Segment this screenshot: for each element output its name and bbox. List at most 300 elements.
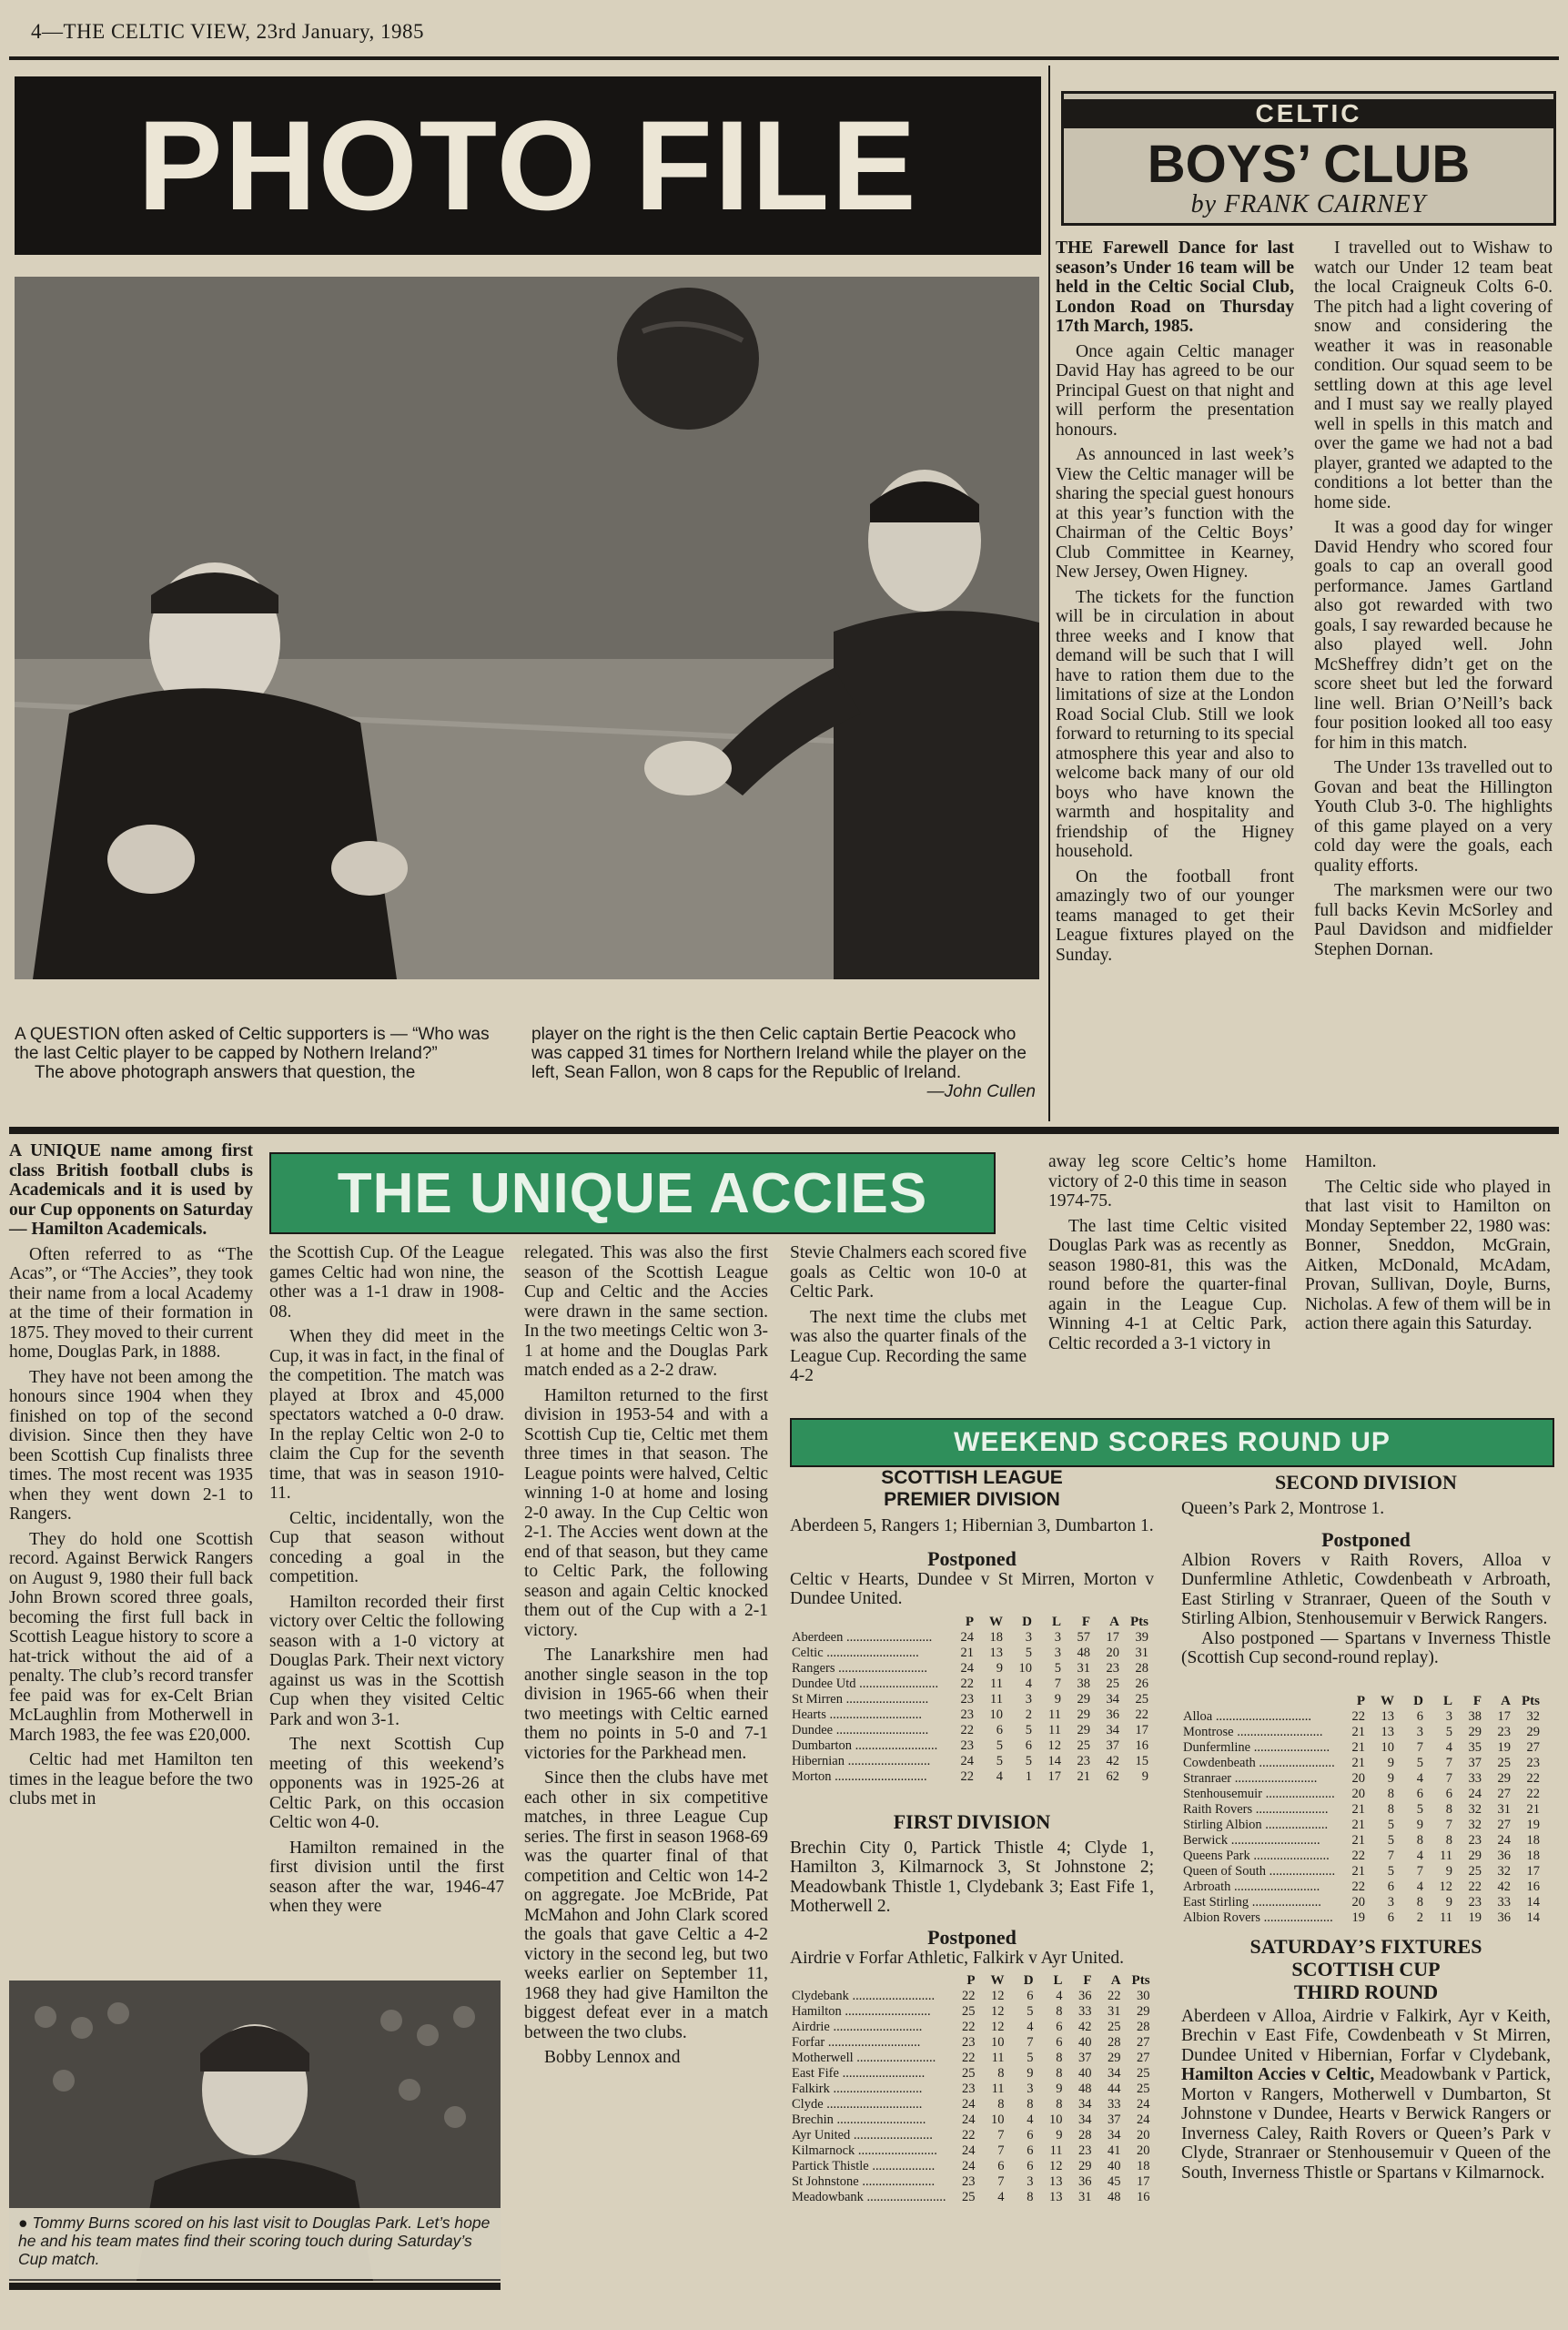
- stat-cell: 2: [1025, 1707, 1032, 1722]
- stat-cell: 22: [1526, 1770, 1540, 1786]
- team-name-cell: Hearts ............................: [792, 1707, 922, 1722]
- scores-title: WEEKEND SCORES ROUND UP: [790, 1418, 1554, 1467]
- stat-cell: 17: [1106, 1629, 1119, 1645]
- team-name-cell: Berwick ...........................: [1183, 1832, 1320, 1848]
- table-row: [790, 1630, 1150, 1646]
- table-row: [790, 1723, 1150, 1738]
- paragraph: The last time Celtic visited Douglas Park was as recently as season 1980-81, this was the round before the quarter-final again in the League Cup. Winning 4-1 at Celtic Park, Celtic recorded a 3-1 victory in: [1048, 1216, 1287, 1353]
- stat-cell: 9: [1056, 2082, 1063, 2096]
- stat-cell: 5: [1027, 2051, 1034, 2065]
- table-row: [1181, 1802, 1542, 1818]
- team-name-cell: Stirling Albion ...................: [1183, 1817, 1329, 1832]
- paragraph: Often referred to as “The Acas”, or “The Accies”, they took their name from a local Academy at the time of their formation in 1875. They moved to their current home, Douglas Park, in 1888.: [9, 1244, 253, 1362]
- table-row: [1181, 1864, 1542, 1879]
- stat-cell: 18: [1526, 1848, 1540, 1863]
- stat-cell: 40: [1078, 2066, 1092, 2081]
- stat-cell: 23: [962, 2174, 976, 2189]
- team-name-cell: Motherwell ........................: [792, 2051, 936, 2065]
- stat-cell: 1: [1025, 1768, 1032, 1784]
- stat-cell: 27: [1526, 1739, 1540, 1755]
- stat-cell: 21: [1351, 1817, 1365, 1832]
- paragraph: As announced in last week’s View the Celtic manager will be sharing the special guest honours at this year’s function with the Chairman of the Celtic Boys’ Club Committee in Kearney, New Jersey, Owen Higney.: [1056, 445, 1294, 582]
- stat-cell: 31: [1108, 2004, 1121, 2019]
- stat-cell: 19: [1468, 1910, 1482, 1925]
- stat-cell: 20: [1351, 1770, 1365, 1786]
- stat-cell: 62: [1106, 1768, 1119, 1784]
- table-row: [790, 1661, 1150, 1677]
- accies-column-4: [790, 1243, 1027, 1392]
- stat-cell: 7: [997, 2128, 1005, 2143]
- stat-cell: 24: [962, 2097, 976, 2112]
- stat-cell: 21: [1351, 1739, 1365, 1755]
- team-name-cell: Cowdenbeath .......................: [1183, 1755, 1335, 1770]
- boys-club-title: BOYS’ CLUB: [1147, 135, 1471, 194]
- stat-cell: 13: [989, 1645, 1003, 1660]
- stat-cell: 23: [1468, 1894, 1482, 1910]
- photo-caption-continued: player on the right is the then Celic captain Bertie Peacock who was capped 31 times for Northern Ireland while the player on the left, Sean Fallon, won 8 caps for the Republic of Ireland.: [531, 1025, 1027, 1082]
- paragraph: I travelled out to Wishaw to watch our Under 12 team beat the local Craigneuk Colts 6-0. The pitch had a light covering of snow and considering the weather it was in reasonable condition. Our squad seem to be settling down at this age level and I must say we really played well in spells in this match and over the game we had not a bad player, granted we adapted to the conditions a lot better than the home side.: [1314, 238, 1553, 512]
- table-row: [790, 2020, 1152, 2035]
- stat-cell: 5: [1387, 1832, 1394, 1848]
- stat-cell: 16: [1526, 1879, 1540, 1894]
- stat-cell: 12: [991, 1989, 1005, 2003]
- stat-cell: 14: [1047, 1753, 1061, 1768]
- paragraph: They do hold one Scottish record. Against Berwick Rangers on August 9, 1980 their full back John Brown scored three goals, becoming the first full back in Scottish League history to score a hat-trick without the aid of a penalty. The club’s record transfer fee paid was for ex-Celt Brian McLaughlin from Motherwell in March 1983, the fee was £20,000.: [9, 1529, 253, 1745]
- stat-cell: 6: [1387, 1879, 1394, 1894]
- stat-cell: 23: [960, 1707, 974, 1722]
- stat-cell: 7: [1416, 1739, 1423, 1755]
- photo-caption-question: A QUESTION often asked of Celtic supporters is — “Who was the last Celtic player to be capped by Nothern Ireland?”: [15, 1025, 490, 1063]
- paragraph: away leg score Celtic’s home victory of 2-0 this time in season 1974-75.: [1048, 1152, 1287, 1211]
- stat-cell: 9: [1056, 2128, 1063, 2143]
- paragraph: the Scottish Cup. Of the League games Celtic had won nine, the other was a 1-1 draw in 1908-08.: [269, 1243, 504, 1322]
- stat-cell: 21: [1351, 1755, 1365, 1770]
- table-header-row: P W D L F A Pts: [965, 1614, 1148, 1629]
- stat-cell: 8: [1056, 2004, 1063, 2019]
- stat-cell: 28: [1078, 2128, 1092, 2143]
- table-row: [790, 1677, 1150, 1692]
- table-row: [1181, 1787, 1542, 1802]
- photo-file-title: PHOTO FILE: [15, 76, 1041, 255]
- paragraph: relegated. This was also the first season of the Scottish League Cup and Celtic and the Accies were drawn in the same section. In the two meetings Celtic won 3-1 at home and the Douglas Park match ended as a 2-2 draw.: [524, 1243, 768, 1380]
- table-row: [790, 1646, 1150, 1661]
- stat-cell: 24: [1497, 1832, 1511, 1848]
- paragraph: Hamilton.: [1305, 1152, 1377, 1171]
- table-row: [1181, 1910, 1542, 1926]
- stat-cell: 17: [1137, 2174, 1150, 2189]
- stat-cell: 10: [991, 2035, 1005, 2050]
- team-name-cell: Celtic ............................: [792, 1645, 919, 1660]
- fixtures-heading: SATURDAY’S FIXTURES SCOTTISH CUP THIRD ROUND: [1249, 1934, 1482, 2003]
- first-division-heading: FIRST DIVISION: [893, 1809, 1051, 1833]
- stat-cell: 12: [1047, 1737, 1061, 1753]
- stat-cell: 9: [1416, 1817, 1423, 1832]
- boys-club-kicker: CELTIC: [1064, 99, 1553, 128]
- table-header-row: P W D L F A Pts: [1356, 1693, 1540, 1708]
- stat-cell: 4: [1025, 1676, 1032, 1691]
- stat-cell: 32: [1468, 1801, 1482, 1817]
- team-name-cell: Dunfermline .......................: [1183, 1739, 1330, 1755]
- table-row: [1181, 1879, 1542, 1895]
- stat-cell: 36: [1497, 1848, 1511, 1863]
- stat-cell: 40: [1108, 2159, 1121, 2173]
- stat-cell: 13: [1381, 1724, 1394, 1739]
- stat-cell: 6: [1025, 1737, 1032, 1753]
- stat-cell: 20: [1137, 2143, 1150, 2158]
- stat-cell: 23: [962, 2035, 976, 2050]
- stat-cell: 36: [1497, 1910, 1511, 1925]
- stat-cell: 33: [1078, 2004, 1092, 2019]
- stat-cell: 24: [962, 2143, 976, 2158]
- paragraph: They have not been among the honours since 1904 when they finished on top of the second division. Since then they have been Scottish Cup finalists three times. The most recent was 1935 when they went down 2-1 to Rangers.: [9, 1367, 253, 1524]
- stat-cell: 29: [1077, 1691, 1090, 1707]
- stat-cell: 17: [1497, 1708, 1511, 1724]
- premier-table-body: [790, 1630, 1150, 1785]
- second-also-postponed: Also postponed — Spartans v Inverness Thistle (Scottish Cup second-round replay).: [1181, 1628, 1551, 1667]
- table-row: [790, 2066, 1152, 2082]
- team-name-cell: Alloa .............................: [1183, 1708, 1311, 1724]
- stat-cell: 25: [1137, 2082, 1150, 2096]
- table-row: [790, 2051, 1152, 2066]
- stat-cell: 3: [1025, 1629, 1032, 1645]
- stat-cell: 4: [1027, 2020, 1034, 2034]
- paragraph: Since then the clubs have met each other in six competitive matches, in three League Cup series. The first in season 1968-69 was the quarter final of that competition and Celtic won 14-2 on aggregate. Joe McBride, Pat McMahon and John Clark scored the goals that gave Celtic a 4-2 victory in the second leg, but two weeks earlier on September 11, 1968 they had give Hamilton the biggest defeat ever in a match between the two clubs.: [524, 1768, 768, 2042]
- stat-cell: 22: [1468, 1879, 1482, 1894]
- paragraph: Stevie Chalmers each scored five goals as Celtic won 10-0 at Celtic Park.: [790, 1243, 1027, 1302]
- stat-cell: 36: [1078, 1989, 1092, 2003]
- stat-cell: 22: [962, 1989, 976, 2003]
- stat-cell: 6: [997, 2159, 1005, 2173]
- stat-cell: 45: [1108, 2174, 1121, 2189]
- paragraph: The Lanarkshire men had another single season in the top division in 1965-66 when their two meetings with Celtic earned them no points in 5-0 and 7-1 victories for the Parkhead men.: [524, 1646, 768, 1763]
- table-row: [790, 1738, 1150, 1754]
- stat-cell: 29: [1526, 1724, 1540, 1739]
- stat-cell: 9: [1387, 1755, 1394, 1770]
- accies-column-6: [1305, 1152, 1551, 1340]
- team-name-cell: Dundee Utd ........................: [792, 1676, 939, 1691]
- stat-cell: 22: [962, 2020, 976, 2034]
- stat-cell: 8: [997, 2066, 1005, 2081]
- table-row: [1181, 1818, 1542, 1833]
- bottom-rule: [9, 2283, 501, 2290]
- stat-cell: 22: [1351, 1879, 1365, 1894]
- stat-cell: 7: [1387, 1848, 1394, 1863]
- team-name-cell: Partick Thistle ...................: [792, 2159, 936, 2173]
- stat-cell: 27: [1137, 2035, 1150, 2050]
- stat-cell: 18: [989, 1629, 1003, 1645]
- stat-cell: 25: [962, 2190, 976, 2204]
- stat-cell: 14: [1526, 1910, 1540, 1925]
- stat-cell: 28: [1137, 2020, 1150, 2034]
- stat-cell: 11: [1440, 1910, 1452, 1925]
- stat-cell: 12: [991, 2020, 1005, 2034]
- stat-cell: 11: [1440, 1848, 1452, 1863]
- stat-cell: 4: [1416, 1770, 1423, 1786]
- stat-cell: 10: [989, 1707, 1003, 1722]
- paragraph: On the football front amazingly two of our younger teams managed to get their League fixtures played on the Sunday.: [1056, 866, 1294, 965]
- stat-cell: 24: [1137, 2112, 1150, 2127]
- team-name-cell: Hibernian .........................: [792, 1753, 931, 1768]
- team-name-cell: Albion Rovers .....................: [1183, 1910, 1333, 1925]
- stat-cell: 42: [1106, 1753, 1119, 1768]
- paragraph: The tickets for the function will be in circulation in about three weeks and I know that demand will be such that I will have to ration them due to the limitations of size at the London Road Social Club. Still we look forward to returning to its special atmosphere this year and also to welcome back many of our old boys who have known the warmth and hospitality and friendship of the Higney household.: [1056, 587, 1294, 861]
- stat-cell: 48: [1078, 2082, 1092, 2096]
- team-name-cell: Falkirk ...........................: [792, 2082, 923, 2096]
- photo-caption-answer: The above photograph answers that question, the: [35, 1063, 416, 1082]
- stat-cell: 23: [960, 1691, 974, 1707]
- stat-cell: 31: [1077, 1660, 1090, 1676]
- stat-cell: 9: [996, 1660, 1003, 1676]
- team-name-cell: Queen of South ....................: [1183, 1863, 1336, 1879]
- stat-cell: 18: [1526, 1832, 1540, 1848]
- team-name-cell: St Mirren .........................: [792, 1691, 929, 1707]
- paragraph: A UNIQUE name among first class British football clubs is Academicals and it is used by our Cup opponents on Saturday — Hamilton Academicals.: [9, 1141, 253, 1239]
- team-name-cell: Queens Park .......................: [1183, 1848, 1330, 1863]
- stat-cell: 22: [1351, 1708, 1365, 1724]
- paragraph: THE Farewell Dance for last season’s Under 16 team will be held in the Celtic Social Club, London Road on Thursday 17th March, 1985.: [1056, 238, 1294, 336]
- players-photo-image: [15, 277, 1039, 979]
- stat-cell: 29: [1468, 1848, 1482, 1863]
- stat-cell: 8: [1445, 1832, 1452, 1848]
- stat-cell: 14: [1526, 1894, 1540, 1910]
- photo-credit: —John Cullen: [926, 1082, 1036, 1101]
- paragraph: The next time the clubs met was also the quarter finals of the League Cup. Recording the same 4-2: [790, 1307, 1027, 1385]
- stat-cell: 12: [1049, 2159, 1063, 2173]
- stat-cell: 31: [1078, 2190, 1092, 2204]
- team-name-cell: Raith Rovers ......................: [1183, 1801, 1329, 1817]
- stat-cell: 8: [1416, 1894, 1423, 1910]
- table-row: [790, 1692, 1150, 1707]
- stat-cell: 40: [1078, 2035, 1092, 2050]
- stat-cell: 10: [1049, 2112, 1063, 2127]
- stat-cell: 29: [1078, 2159, 1092, 2173]
- stat-cell: 25: [1106, 1676, 1119, 1691]
- stat-cell: 10: [991, 2112, 1005, 2127]
- stat-cell: 7: [1027, 2035, 1034, 2050]
- stat-cell: 16: [1137, 2190, 1150, 2204]
- stat-cell: 25: [1077, 1737, 1090, 1753]
- stat-cell: 34: [1106, 1722, 1119, 1737]
- stat-cell: 19: [1526, 1817, 1540, 1832]
- stat-cell: 19: [1497, 1739, 1511, 1755]
- stat-cell: 29: [1077, 1722, 1090, 1737]
- team-name-cell: Arbroath ..........................: [1183, 1879, 1320, 1894]
- team-name-cell: Airdrie ...........................: [792, 2020, 923, 2034]
- stat-cell: 22: [960, 1676, 974, 1691]
- stat-cell: 41: [1108, 2143, 1121, 2158]
- fixtures-text: Aberdeen v Alloa, Airdrie v Falkirk, Ayr v Keith, Brechin v East Fife, Cowdenbeath v St Mirren, Dundee United v Hibernian, Forfar v Clydebank,: [1181, 2006, 1551, 2065]
- stat-cell: 24: [960, 1660, 974, 1676]
- stat-cell: 19: [1351, 1910, 1365, 1925]
- stat-cell: 29: [1137, 2004, 1150, 2019]
- table-row: [790, 2035, 1152, 2051]
- fixtures-text-more: Meadowbank v Partick, Morton v Rangers, Motherwell v Dumbarton, St Johnstone v Dundee, Hearts v Berwick Rangers or Inverness Caley, Raith Rovers or Queen’s Park v Clyde, Stranraer or Stenhousemuir v Queen of the South, Inverness Thistle or Spartans v Kilmarnock.: [1181, 2065, 1551, 2183]
- stat-cell: 21: [1351, 1863, 1365, 1879]
- stat-cell: 23: [1526, 1755, 1540, 1770]
- table-row: [790, 2004, 1152, 2020]
- stat-cell: 5: [1445, 1724, 1452, 1739]
- stat-cell: 34: [1108, 2128, 1121, 2143]
- stat-cell: 15: [1135, 1753, 1148, 1768]
- stat-cell: 6: [996, 1722, 1003, 1737]
- stat-cell: 4: [1416, 1879, 1423, 1894]
- second-division-section: [1181, 1471, 1551, 2183]
- stat-cell: 17: [1047, 1768, 1061, 1784]
- team-name-cell: Clydebank .........................: [792, 1989, 936, 2003]
- stat-cell: 8: [1416, 1832, 1423, 1848]
- stat-cell: 5: [1387, 1863, 1394, 1879]
- stat-cell: 13: [1381, 1708, 1394, 1724]
- stat-cell: 20: [1351, 1894, 1365, 1910]
- players-photo: [15, 277, 1039, 979]
- team-name-cell: Aberdeen ..........................: [792, 1629, 933, 1645]
- stat-cell: 3: [1387, 1894, 1394, 1910]
- stat-cell: 4: [996, 1768, 1003, 1784]
- paragraph: Bobby Lennox and: [544, 2048, 681, 2067]
- stat-cell: 6: [1027, 2159, 1034, 2173]
- stat-cell: 23: [960, 1737, 974, 1753]
- stat-cell: 39: [1135, 1629, 1148, 1645]
- table-row: [790, 2174, 1152, 2190]
- team-name-cell: Kilmarnock ........................: [792, 2143, 937, 2158]
- premier-league-table: [790, 1615, 1150, 1785]
- stat-cell: 3: [1025, 1691, 1032, 1707]
- stat-cell: 29: [1108, 2051, 1121, 2065]
- table-row: [790, 2082, 1152, 2097]
- stat-cell: 20: [1137, 2128, 1150, 2143]
- stat-cell: 22: [1351, 1848, 1365, 1863]
- stat-cell: 13: [1049, 2190, 1063, 2204]
- premier-results: Aberdeen 5, Rangers 1; Hibernian 3, Dumbarton 1.: [790, 1516, 1154, 1535]
- paragraph: When they did meet in the Cup, it was in fact, in the final of the competition. The match was played at Ibrox and 45,000 spectators watched a 0-0 draw. In the replay Celtic won 2-0 to claim the Cup for the seventh time, that was in season 1910-11.: [269, 1327, 504, 1503]
- stat-cell: 25: [1108, 2020, 1121, 2034]
- paragraph: Hamilton recorded their first victory over Celtic the following season with a 1-0 victory at Douglas Park. Their next victory against us was in the Scottish Cup when they visited Celtic Park and won 3-1.: [269, 1592, 504, 1729]
- team-name-cell: Morton ............................: [792, 1768, 927, 1784]
- team-name-cell: Brechin ...........................: [792, 2112, 926, 2127]
- table-row: [1181, 1756, 1542, 1771]
- stat-cell: 26: [1135, 1676, 1148, 1691]
- stat-cell: 22: [962, 2051, 976, 2065]
- stat-cell: 2: [1416, 1910, 1423, 1925]
- table-row: [790, 1707, 1150, 1723]
- table-row: [790, 2128, 1152, 2143]
- stat-cell: 5: [1054, 1660, 1061, 1676]
- accies-column-2: [269, 1243, 504, 1922]
- premier-postponed: Celtic v Hearts, Dundee v St Mirren, Morton v Dundee United.: [790, 1569, 1154, 1608]
- stat-cell: 7: [1416, 1863, 1423, 1879]
- stat-cell: 5: [1025, 1753, 1032, 1768]
- second-postponed-heading: Postponed: [1321, 1527, 1411, 1551]
- stat-cell: 24: [1468, 1786, 1482, 1801]
- table-header-row: P W D L F A Pts: [966, 1973, 1150, 1988]
- stat-cell: 33: [1108, 2097, 1121, 2112]
- stat-cell: 8: [1056, 2066, 1063, 2081]
- stat-cell: 38: [1077, 1676, 1090, 1691]
- stat-cell: 17: [1135, 1722, 1148, 1737]
- stat-cell: 42: [1497, 1879, 1511, 1894]
- team-name-cell: Montrose ..........................: [1183, 1724, 1323, 1739]
- stat-cell: 6: [1056, 2035, 1063, 2050]
- stat-cell: 5: [1025, 1722, 1032, 1737]
- stat-cell: 27: [1497, 1786, 1511, 1801]
- stat-cell: 38: [1468, 1708, 1482, 1724]
- stat-cell: 5: [1025, 1645, 1032, 1660]
- stat-cell: 6: [1027, 1989, 1034, 2003]
- stat-cell: 48: [1108, 2190, 1121, 2204]
- table-row: [1181, 1849, 1542, 1864]
- stat-cell: 4: [997, 2190, 1005, 2204]
- first-postponed-heading: Postponed: [927, 1925, 1017, 1949]
- accies-column-3: [524, 1243, 768, 2073]
- stat-cell: 33: [1468, 1770, 1482, 1786]
- stat-cell: 6: [1056, 2020, 1063, 2034]
- stat-cell: 9: [1445, 1863, 1452, 1879]
- stat-cell: 34: [1108, 2066, 1121, 2081]
- stat-cell: 3: [1054, 1645, 1061, 1660]
- stat-cell: 23: [1497, 1724, 1511, 1739]
- stat-cell: 25: [962, 2004, 976, 2019]
- stat-cell: 24: [960, 1753, 974, 1768]
- stat-cell: 5: [1027, 2004, 1034, 2019]
- stat-cell: 21: [1351, 1801, 1365, 1817]
- stat-cell: 6: [1416, 1786, 1423, 1801]
- stat-cell: 5: [996, 1737, 1003, 1753]
- stat-cell: 22: [1526, 1786, 1540, 1801]
- stat-cell: 35: [1468, 1739, 1482, 1755]
- fixtures-highlight: Hamilton Accies v Celtic,: [1181, 2065, 1375, 2084]
- stat-cell: 28: [1108, 2035, 1121, 2050]
- accies-column-1: [9, 1141, 253, 1815]
- table-row: [790, 2143, 1152, 2159]
- stat-cell: 4: [1416, 1848, 1423, 1863]
- table-row: [1181, 1740, 1542, 1756]
- premier-postponed-heading: Postponed: [927, 1546, 1017, 1570]
- stat-cell: 6: [1027, 2128, 1034, 2143]
- stat-cell: 32: [1526, 1708, 1540, 1724]
- stat-cell: 29: [1468, 1724, 1482, 1739]
- stat-cell: 6: [1387, 1910, 1394, 1925]
- stat-cell: 23: [1106, 1660, 1119, 1676]
- stat-cell: 8: [1056, 2097, 1063, 2112]
- stat-cell: 11: [1049, 2143, 1063, 2158]
- stat-cell: 11: [990, 1676, 1003, 1691]
- table-row: [790, 2159, 1152, 2174]
- stat-cell: 3: [1027, 2174, 1034, 2189]
- stat-cell: 36: [1106, 1707, 1119, 1722]
- stat-cell: 25: [1468, 1863, 1482, 1879]
- stat-cell: 4: [1027, 2112, 1034, 2127]
- stat-cell: 32: [1497, 1863, 1511, 1879]
- fixtures-list: [1181, 2007, 1551, 2183]
- table-row: [790, 1989, 1152, 2004]
- paragraph: It was a good day for winger David Hendry who scored four goals to cap an overall good performance. James Gartland also got rewarded with two goals, I say rewarded because he also played well. John McSheffrey didn’t get on the score sheet but led the forward line well. Brian O’Neill’s back four position looked all too easy for him in this match.: [1314, 518, 1553, 753]
- stat-cell: 7: [1445, 1755, 1452, 1770]
- paragraph: Hamilton returned to the first division in 1953-54 and with a Scottish Cup tie, Celtic met them three times in that season. The League points were halved, Celtic winning 1-0 at home and losing 2-0 away. In the Cup Celtic won 2-1. The Accies went down at the end of that season, but they came to Celtic Park, the following season and again Celtic knocked them out of the Cup with a 2-1 victory.: [524, 1385, 768, 1640]
- paragraph: Celtic, incidentally, won the Cup that season without conceding a goal in the competition.: [269, 1508, 504, 1586]
- stat-cell: 21: [960, 1645, 974, 1660]
- stat-cell: 7: [997, 2174, 1005, 2189]
- paragraph: Once again Celtic manager David Hay has agreed to be our Principal Guest on that night and will perform the presentation honours.: [1056, 341, 1294, 440]
- stat-cell: 8: [1056, 2051, 1063, 2065]
- first-division-table: [790, 1973, 1152, 2205]
- stat-cell: 21: [1351, 1724, 1365, 1739]
- boys-club-column-2: [1314, 238, 1553, 965]
- stat-cell: 13: [1049, 2174, 1063, 2189]
- stat-cell: 36: [1078, 2174, 1092, 2189]
- stat-cell: 24: [1137, 2097, 1150, 2112]
- stat-cell: 3: [1054, 1629, 1061, 1645]
- stat-cell: 8: [1387, 1801, 1394, 1817]
